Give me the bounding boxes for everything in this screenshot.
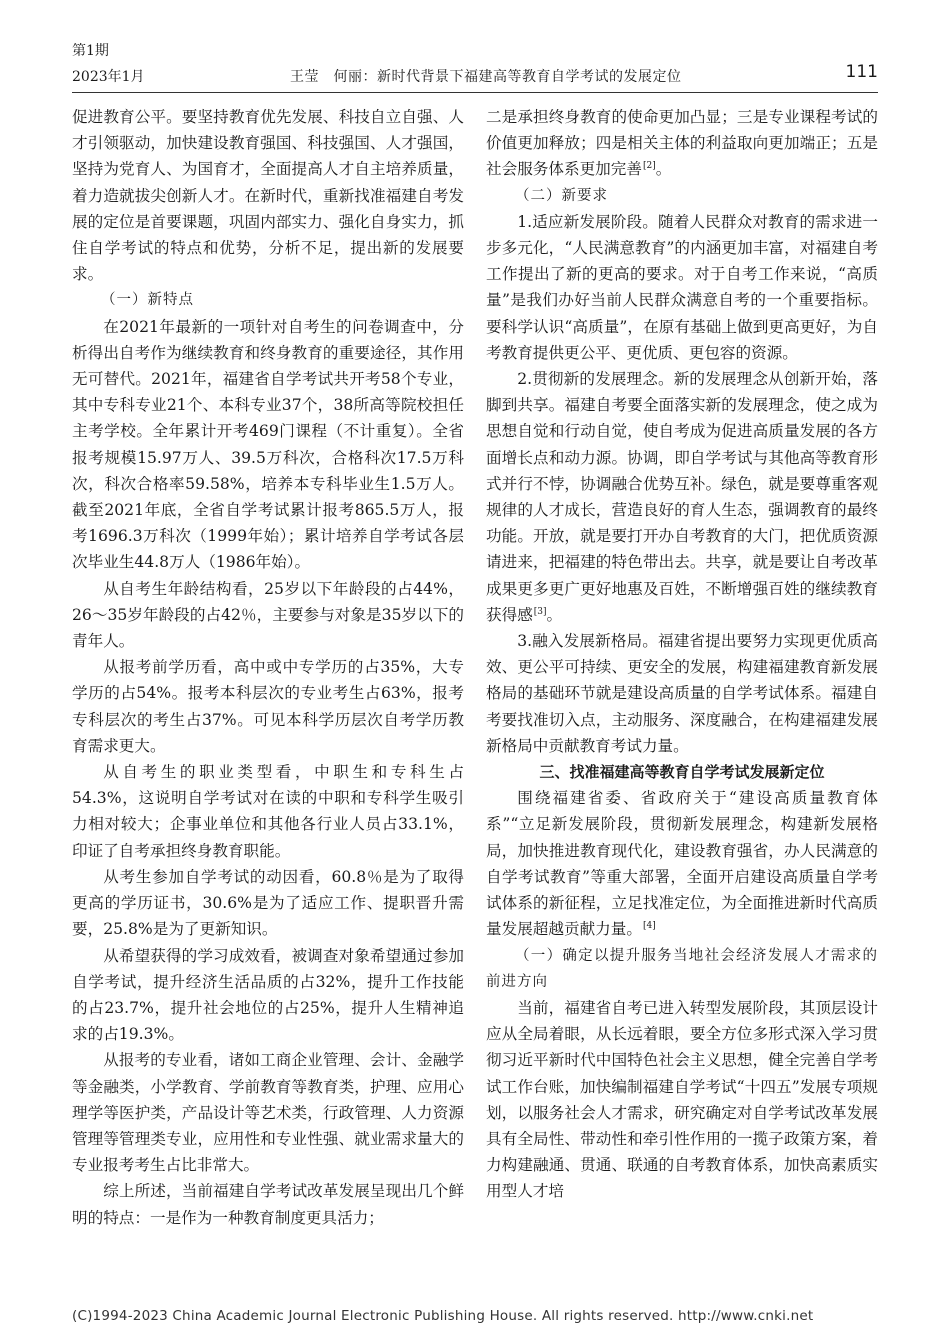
paragraph [486,209,878,366]
paragraph-text: （一）新特点 [101,292,194,309]
paragraph-text: 2.贯彻新的发展理念。新的发展理念从创新开始，落脚到共享。福建自考要全面落实新的发展理念，使之成为思想自觉和行动自觉，使自考成为促进高质量发展的各方面增长点和动力源。协调，即自学考试与其他高等教育形式并行不悖，协调融合优势互补。绿色，就是要尊重客观规律的人才成长，营造良好的育人生态，强调教育的最终功能。开放，就是要打开办自考教育的大门，把优质资源请进来，把福建的特色带出去。共享，就是要让自考改革成果更多更广更好地惠及百姓，不断增强百姓的继续教育获得感 [486,370,878,624]
paragraph [72,1047,464,1178]
paragraph [486,104,878,183]
citation-marker: [2] [642,161,656,172]
paragraph [72,104,464,287]
paragraph-tail: 。 [655,160,672,179]
paragraph [486,785,878,942]
paragraph-text: 3.融入发展新格局。福建省提出要努力实现更优质高效、更公平可持续、更安全的发展，构建福建教育新发展格局的基础环节就是建设高质量的自学考试体系。福建自考要找准切入点，主动服务、深度融合，在构建福建发展新格局中贡献教育考试力量。 [486,632,878,755]
paragraph-text: 1.适应新发展阶段。随着人民群众对教育的需求进一步多元化，“人民满意教育”的内涵更加丰富，对福建自考工作提出了新的更高的要求。对于自考工作来说，“高质量”是我们办好当前人民群众满意自考的一个重要指标。要科学认识“高质量”，在原有基础上做到更高更好，为自考教育提供更公平、更优质、更包容的资源。 [486,212,878,362]
page-number: 111 [845,62,878,82]
paragraph [72,576,464,655]
citation-marker: [4] [642,921,656,932]
paragraph-text: （一）确定以提升服务当地社会经济发展人才需求的前进方向 [486,947,878,990]
running-title: 王莹 何丽：新时代背景下福建高等教育自学考试的发展定位 [290,69,682,85]
paragraph [72,943,464,1048]
paragraph [72,654,464,759]
paragraph-text: 促进教育公平。要坚持教育优先发展、科技自立自强、人才引领驱动，加快建设教育强国、科技强国、人才强国，坚持为党育人、为国育才，全面提高人才自主培养质量，着力造就拔尖创新人才。在新时代，重新找准福建自考发展的定位是首要课题，巩固内部实力、强化自身实力，抓住自学考试的特点和优势，分析不足，提出新的发展要求。 [72,108,464,284]
header-rule [72,92,878,93]
paragraph-text: 综上所述，当前福建自学考试改革发展呈现出几个鲜明的特点：一是作为一种教育制度更具活力； [72,1182,464,1227]
paragraph [72,864,464,943]
paragraph [486,628,878,759]
paragraph-text: 围绕福建省委、省政府关于“建设高质量教育体系”“立足新发展阶段，贯彻新发展理念，构建新发展格局，加快推进教育现代化，建设教育强省，办人民满意的自学考试教育”等重大部署，全面开启建设高质量自学考试体系的新征程，立足找准定位，为全面推进新时代高质量发展超越贡献力量。 [486,789,878,939]
right-column [486,104,878,1205]
subsection-heading [486,183,878,209]
header-issue: 第1期 [72,43,109,59]
paragraph-text: 当前，福建省自考已进入转型发展阶段，其顶层设计应从全局着眼，从长远着眼，要全方位多形式深入学习贯彻习近平新时代中国特色社会主义思想，健全完善自学考试工作台账，加快编制福建自学考试“十四五”发展专项规划，以服务社会人才需求，研究确定对自学考试改革发展具有全局性、带动性和牵引性作用的一揽子政策方案，着力构建融通、贯通、联通的自考教育体系，加快高素质实用型人才培 [486,998,878,1201]
paragraph-text: （二）新要求 [515,187,608,204]
subsection-heading [486,943,878,995]
paragraph-text: 从考生参加自学考试的动因看，60.8％是为了取得更高的学历证书，30.6%是为了适应工作、提职晋升需要，25.8%是为了更新知识。 [72,867,464,939]
paragraph [72,314,464,576]
section-heading [486,759,878,785]
paragraph-text: 三、找准福建高等教育自学考试发展新定位 [539,763,825,782]
paragraph-text: 从自考生年龄结构看，25岁以下年龄段的占44%，26～35岁年龄段的占42％，主要参与对象是35岁以下的青年人。 [72,579,464,651]
paragraph-text: 从报考前学历看，高中或中专学历的占35%，大专学历的占54%。报考本科层次的专业考生占63%，报考专科层次的考生占37%。可见本科学历层次自考学历教育需求更大。 [72,658,464,755]
paragraph [72,1178,464,1230]
paragraph [486,995,878,1205]
subsection-heading [72,287,464,313]
paragraph-text: 二是承担终身教育的使命更加凸显；三是专业课程考试的价值更加释放；四是相关主体的利益取向更加端正；五是社会服务体系更加完善 [486,108,878,179]
left-column [72,104,464,1231]
paragraph-text: 从希望获得的学习成效看，被调查对象希望通过参加自学考试，提升经济生活品质的占32%，提升工作技能的占23.7%，提升社会地位的占25%，提升人生精神追求的占19.3%。 [72,946,464,1044]
paragraph-text: 从报考的专业看，诸如工商企业管理、会计、金融学等金融类，小学教育、学前教育等教育类，护理、应用心理学等医护类，产品设计等艺术类，行政管理、人力资源管理等管理类专业，应用性和专业性强、就业需求量大的专业报考考生占比非常大。 [72,1051,464,1175]
paragraph [72,759,464,864]
paragraph [486,366,878,628]
paragraph-tail: 。 [546,605,563,624]
citation-marker: [3] [533,606,547,617]
paragraph-text: 从自考生的职业类型看，中职生和专科生占54.3%，这说明自学考试对在读的中职和专科学生吸引力相对较大；企事业单位和其他各行业人员占33.1%，印证了自考承担终身教育职能。 [72,763,464,860]
header-date: 2023年1月 [72,69,145,85]
copyright-footer: (C)1994-2023 China Academic Journal Electronic Publishing House. All rights reserved. http://www.cnki.net [72,1308,814,1324]
paragraph-text: 在2021年最新的一项针对自考生的问卷调查中，分析得出自考作为继续教育和终身教育的重要途径，其作用无可替代。2021年，福建省自学考试共开考58个专业，其中专科专业21个、本科专业37个，38所高等院校担任主考学校。全年累计开考469门课程（不计重复）。全省报考规模15.97万人、39.5万科次，合格科次17.5万科次，科次合格率59.58%，培养本专科毕业生1.5万人。截至2021年底，全省自学考试累计报考865.5万人，报考1696.3万科次（1999年始）；累计培养自学考试各层次毕业生44.8万人（1986年始）。 [72,317,464,572]
